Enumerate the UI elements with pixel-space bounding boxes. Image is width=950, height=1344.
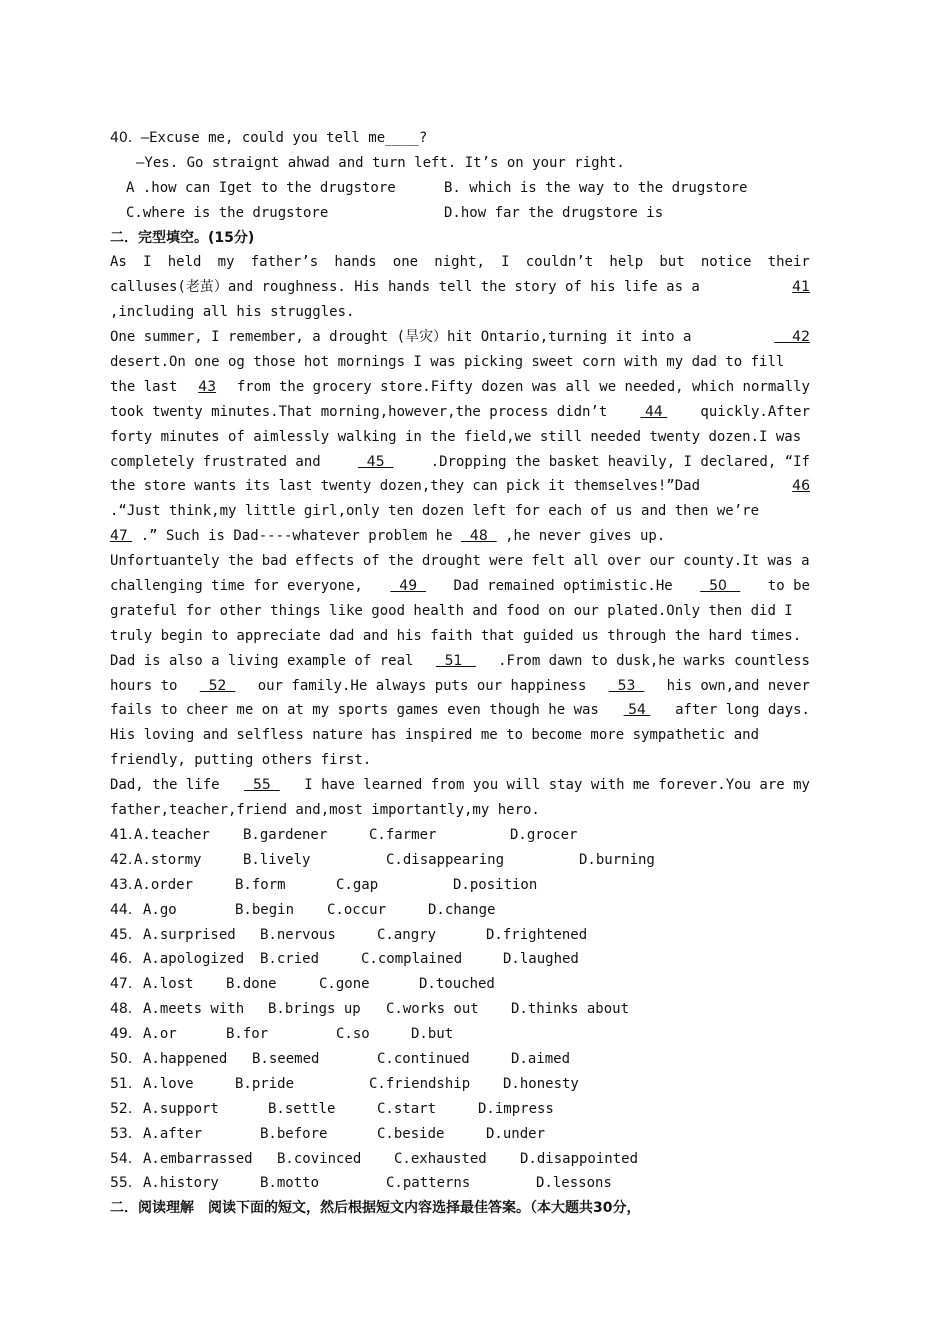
answer-option: C.works out	[386, 1001, 479, 1018]
question-number: 41.	[110, 826, 133, 843]
answer-option: D.lessons	[536, 1175, 612, 1192]
passage-line	[110, 474, 810, 499]
passage-text: calluses(老茧）and roughness. His hands tell the story of his life as a	[110, 279, 700, 296]
answer-option: B.brings up	[268, 1001, 361, 1018]
answer-option: A.order	[134, 876, 194, 893]
question-number: 47.	[110, 976, 133, 993]
answer-option: C.occur	[327, 901, 387, 918]
question-number: 49.	[110, 1026, 133, 1043]
passage-text: ,he never gives up.	[505, 528, 666, 545]
question-stem: —Excuse me, could you tell me____?	[132, 130, 428, 146]
blank-42: 42	[774, 329, 810, 346]
answer-option: B.settle	[268, 1100, 336, 1117]
passage-line	[110, 649, 810, 674]
question-number: 46.	[110, 951, 133, 968]
question-number: 52.	[110, 1100, 133, 1117]
answer-option: D.frightened	[486, 926, 588, 943]
answer-option: B.seemed	[252, 1050, 320, 1067]
answer-option: C.complained	[361, 951, 463, 968]
answer-option: A.or	[143, 1026, 177, 1043]
question-number: 51.	[110, 1075, 133, 1092]
passage-text: to be	[767, 578, 810, 595]
answer-option: D.grocer	[510, 826, 578, 843]
answer-option: D.honesty	[503, 1075, 579, 1092]
question-row	[110, 1022, 810, 1047]
answer-option: C.friendship	[369, 1075, 471, 1092]
passage-text: I have learned from you will stay with me forever.You are my	[304, 777, 810, 794]
answer-option: A.lost	[143, 976, 194, 993]
answer-option: B.done	[226, 976, 277, 993]
answer-option: D.aimed	[511, 1050, 571, 1067]
answer-option: B.pride	[235, 1075, 295, 1092]
question-row	[110, 823, 810, 848]
passage-text: his own,and never	[666, 677, 810, 694]
blank-53: 53	[608, 677, 645, 694]
answer-option: A.happened	[143, 1050, 228, 1067]
question-40-options-row2	[110, 201, 810, 226]
blank-50: 50	[700, 578, 741, 595]
passage-line: Unfortuantely the bad effects of the drought were felt all over our county.It was a	[110, 553, 810, 570]
question-number: 42.	[110, 851, 133, 868]
answer-option: B.for	[226, 1026, 269, 1043]
passage-text: the last	[110, 378, 178, 395]
answer-option: A.after	[143, 1125, 203, 1142]
answer-option: D.impress	[478, 1100, 554, 1117]
answer-option: C.beside	[377, 1125, 445, 1142]
answer-option: B.covinced	[277, 1150, 362, 1167]
answer-option: A.stormy	[134, 851, 202, 868]
question-number: 48.	[110, 1001, 133, 1018]
passage-text: Dad, the life	[110, 777, 220, 794]
passage-line: grateful for other things like good health and food on our plated.Only then did I	[110, 602, 793, 619]
question-number: 53.	[110, 1125, 133, 1142]
answer-option: B.lively	[243, 851, 311, 868]
passage-text: took twenty minutes.That morning,however,the process didn’t	[110, 403, 608, 420]
passage-line	[110, 524, 810, 549]
passage-text: challenging time for everyone,	[110, 578, 363, 595]
answer-option: C.gap	[336, 876, 379, 893]
answer-option: C.disappearing	[386, 851, 505, 868]
answer-option: D.position	[453, 876, 538, 893]
passage-word: I	[501, 254, 510, 271]
passage-text: .From dawn to dusk,he warks countless	[498, 652, 810, 669]
question-row	[110, 972, 810, 997]
passage-text: from the grocery store.Fifty dozen was all we needed, which normally	[236, 378, 810, 395]
answer-option: B.begin	[235, 901, 295, 918]
blank-48: 48	[461, 528, 497, 545]
passage-word: couldn’t	[525, 254, 594, 271]
answer-option: B.motto	[260, 1175, 320, 1192]
passage-word: As	[110, 254, 127, 271]
passage-word: my	[217, 254, 235, 271]
answer-option: C.angry	[377, 926, 437, 943]
passage-word: I	[143, 254, 152, 271]
question-40-options-row1	[110, 176, 810, 201]
passage-line	[110, 275, 810, 300]
passage-word: hands	[334, 254, 377, 271]
passage-word: help	[609, 254, 644, 271]
answer-option: D.touched	[419, 976, 495, 993]
question-number: 50.	[110, 1050, 133, 1067]
passage-word: their	[767, 254, 810, 271]
answer-option: B.form	[235, 876, 286, 893]
question-40-reply	[110, 151, 810, 176]
question-40-stem	[110, 126, 810, 151]
option-c: C.where is the drugstore	[126, 204, 329, 221]
blank-44: 44	[640, 403, 668, 420]
question-row	[110, 923, 810, 948]
question-row	[110, 997, 810, 1022]
passage-text: the store wants its last twenty dozen,they can pick it themselves!”Dad	[110, 478, 701, 495]
passage-line	[110, 698, 810, 723]
passage-text: Dad remained optimistic.He	[453, 578, 673, 595]
passage-line	[110, 773, 810, 798]
passage-text: quickly.After	[700, 403, 810, 420]
reply-text: —Yes. Go straignt ahwad and turn left. It’s on your right.	[136, 154, 625, 171]
answer-option: A.meets with	[143, 1001, 245, 1018]
question-row	[110, 848, 810, 873]
answer-option: B.nervous	[260, 926, 336, 943]
answer-option: C.start	[377, 1100, 437, 1117]
passage-line	[110, 574, 810, 599]
question-number: 45.	[110, 926, 133, 943]
blank-41: 41	[792, 279, 810, 296]
question-row	[110, 873, 810, 898]
question-row	[110, 1097, 810, 1122]
passage-line: ,including all his struggles.	[110, 304, 355, 321]
passage-word: one	[392, 254, 419, 271]
passage-line: father,teacher,friend and,most importantly,my hero.	[110, 802, 540, 819]
blank-43: 43	[198, 378, 217, 395]
passage-line	[110, 674, 810, 699]
blank-49: 49	[390, 578, 427, 595]
option-a: A .how can Iget to the drugstore	[126, 179, 396, 196]
question-row	[110, 1072, 810, 1097]
passage-line	[110, 325, 810, 350]
answer-option: C.continued	[377, 1050, 470, 1067]
passage-line: .“Just think,my little girl,only ten dozen left for each of us and then we’re	[110, 503, 760, 520]
question-row	[110, 1047, 810, 1072]
answer-option: D.change	[428, 901, 496, 918]
section-heading-reading: 二．阅读理解 阅读下面的短文，然后根据短文内容选择最佳答案。（本大题共30分，	[110, 1200, 641, 1217]
passage-word: but	[659, 254, 685, 271]
answer-option: D.under	[486, 1125, 546, 1142]
passage-line	[110, 450, 810, 475]
question-number: 43.	[110, 876, 133, 893]
answer-option: D.but	[411, 1026, 454, 1043]
answer-option: A.support	[143, 1100, 219, 1117]
passage-word: father’s	[250, 254, 319, 271]
answer-option: D.disappointed	[520, 1150, 639, 1167]
blank-55: 55	[244, 777, 280, 794]
answer-option: B.cried	[260, 951, 320, 968]
question-number: 44.	[110, 901, 133, 918]
passage-text: our family.He always puts our happiness	[257, 677, 587, 694]
question-row	[110, 1147, 810, 1172]
question-number: 55.	[110, 1175, 133, 1192]
passage-word: notice	[700, 254, 752, 271]
blank-51: 51	[435, 652, 476, 669]
blank-47: 47	[110, 528, 133, 545]
blank-54: 54	[623, 702, 651, 719]
answer-option: D.laughed	[503, 951, 579, 968]
answer-option: A.history	[143, 1175, 219, 1192]
answer-option: A.apologized	[143, 951, 245, 968]
passage-text: fails to cheer me on at my sports games even though he was	[110, 702, 599, 719]
section-heading-cloze: 二．完型填空。(15分)	[110, 229, 255, 246]
answer-option: A.surprised	[143, 926, 236, 943]
answer-option: A.teacher	[134, 826, 210, 843]
answer-option: C.so	[336, 1026, 370, 1043]
passage-text: completely frustrated and	[110, 453, 321, 470]
answer-option: A.love	[143, 1075, 194, 1092]
passage-text: .” Such is Dad----whatever problem he	[140, 528, 453, 545]
passage-line: desert.On one og those hot mornings I was picking sweet corn with my dad to fill	[110, 354, 785, 371]
passage-text: One summer, I remember, a drought (旱灾）hit Ontario,turning it into a	[110, 329, 692, 346]
answer-option: B.gardener	[243, 826, 328, 843]
passage-line	[110, 375, 810, 400]
question-row	[110, 1122, 810, 1147]
answer-option: C.patterns	[386, 1175, 471, 1192]
answer-option: C.exhausted	[394, 1150, 487, 1167]
passage-word: night,	[434, 254, 485, 271]
answer-option: A.embarrassed	[143, 1150, 253, 1167]
answer-option: C.farmer	[369, 826, 437, 843]
question-number: 54.	[110, 1150, 133, 1167]
passage-text: .Dropping the basket heavily, I declared, “If	[430, 453, 810, 470]
blank-46: 46	[792, 478, 810, 495]
answer-option: A.go	[143, 901, 177, 918]
passage-line: His loving and selfless nature has inspired me to become more sympathetic and	[110, 727, 760, 744]
passage-text: after long days.	[675, 702, 810, 719]
passage-text: hours to	[110, 677, 178, 694]
passage-line: forty minutes of aimlessly walking in the field,we still needed twenty dozen.I was	[110, 428, 802, 445]
passage-line: friendly, putting others first.	[110, 752, 372, 769]
question-row	[110, 898, 810, 923]
blank-45: 45	[357, 453, 394, 470]
question-row	[110, 1171, 810, 1196]
answer-option: D.thinks about	[511, 1001, 630, 1018]
passage-line: truly begin to appreciate dad and his faith that guided us through the hard times.	[110, 627, 802, 644]
question-number: 40.	[110, 130, 133, 146]
document-content	[110, 126, 810, 1221]
option-d: D.how far the drugstore is	[444, 204, 664, 221]
passage-line	[110, 250, 810, 275]
answer-option: C.gone	[319, 976, 370, 993]
passage-word: held	[167, 254, 202, 271]
passage-line	[110, 400, 810, 425]
answer-option: B.before	[260, 1125, 328, 1142]
option-b: B. which is the way to the drugstore	[444, 179, 748, 196]
question-row	[110, 947, 810, 972]
question-list	[110, 823, 810, 1196]
blank-52: 52	[199, 677, 236, 694]
passage-text: Dad is also a living example of real	[110, 652, 414, 669]
answer-option: D.burning	[579, 851, 655, 868]
